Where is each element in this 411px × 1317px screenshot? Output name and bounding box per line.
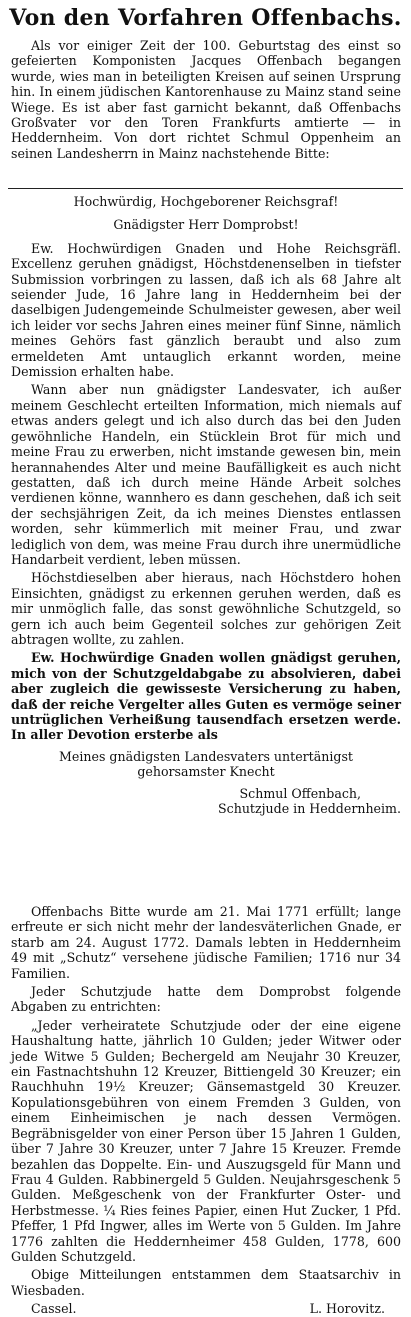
- letter-paragraph-1: Ew. Hochwürdigen Gnaden und Hohe Reichsgräfl. Excellenz geruhen gnädigst, Höchstdenenselben in tiefster Submission vorbringen zu lassen, daß ich als 68 Jahre alt seiender Jude, 16 Jahre lang in Heddernheim bei der daselbigen Judengemeinde Schulmeister gewesen, aber weil ich leider vor sechs Jahren eines meiner fünf Sinne, nämlich meines Gehörs fast gänzlich beraubt und also zum ermeldeten Amt untauglich erkannt worden, meine Demission erhalten habe.: [11, 240, 401, 380]
- letter-section: [11, 194, 401, 819]
- letter-signature-name: Schmul Offenbach,: [239, 785, 361, 801]
- letter-paragraph-4: Ew. Hochwürdige Gnaden wollen gnädigst geruhen, mich von der Schutzgeldabgabe zu absolvieren, dabei aber zugleich die gewisseste Versicherung zu haben, daß der reiche Vergelter alles Guten es vermöge seiner untrüglichen Verheißung tausendfach ersetzen werde. In aller Devotion ersterbe als: [11, 650, 401, 743]
- intro-section: [11, 38, 401, 164]
- letter-signature-title: Schutzjude in Heddernheim.: [218, 801, 401, 817]
- commentary-paragraph-3: „Jeder verheiratete Schutzjude oder der eine eigene Haushaltung hatte, jährlich 10 Gulden; jeder Witwer oder jede Witwe 5 Gulden; Bechergeld am Neujahr 30 Kreuzer, ein Fastnachtshuhn 12 Kreuzer, Bittiengeld 30 Kreuzer; ein Rauchhuhn 19½ Kreuzer; Gänsemastgeld 30 Kreuzer. Kopulationsgebühren von einem Fremden 3 Gulden, von einem Einheimischen je nach dessen Vermögen. Begräbnisgelder von einer Person über 15 Jahren 1 Gulden, über 7 Jahre 30 Kreuzer, unter 7 Jahre 15 Kreuzer. Fremde bezahlen das Doppelte. Ein- und Auszugsgeld für Mann und Frau 4 Gulden. Rabbinergeld 5 Gulden. Neujahrsgeschenk 5 Gulden. Meßgeschenk von der Frankfurter Oster- und Herbstmesse. ¼ Ries feines Papier, einen Hut Zucker, 1 Pfd. Pfeffer, 1 Pfd Ingwer, alles im Werte von 5 Gulden. Im Jahre 1776 zahlten die Heddernheimer 458 Gulden, 1778, 600 Gulden Schutzgeld.: [11, 1017, 401, 1264]
- commentary-section: [11, 904, 401, 1317]
- article-footer: [11, 1301, 401, 1316]
- commentary-paragraph-1: Offenbachs Bitte wurde am 21. Mai 1771 erfüllt; lange erfreute er sich nicht mehr der landesväterlichen Gnade, er starb am 24. August 1772. Damals lebten in Heddernheim 49 mit „Schutz“ versehene jüdische Familien; 1716 nur 34 Familien.: [11, 904, 401, 981]
- divider-top: [8, 188, 403, 189]
- letter-paragraph-2: Wann aber nun gnädigster Landesvater, ich außer meinem Geschlecht erteilten Information, mich niemals auf etwas anders gelegt und ich also durch das bei den Juden gewöhnliche Handeln, ein Stücklein Brot für mich und meine Frau zu erwerben, nicht imstande gewesen bin, mein herannahendes Alter und meine Baufälligkeit es auch nicht gestatten, daß ich durch meine Hände Arbeit solches verdienen könne, wannhero es dann geschehen, daß ich seit der sechsjährigen Zeit, da ich meines Dienstes entlassen worden, sehr kümmerlich mit meiner Frau, und zwar lediglich von dem, was meine Frau durch ihre unermüdliche Handarbeit verdient, leben müssen.: [11, 382, 401, 567]
- intro-paragraph: Als vor einiger Zeit der 100. Geburtstag des einst so gefeierten Komponisten Jacques Offenbach begangen wurde, wies man in beteiligten Kreisen auf seinen Ursprung hin. In einem jüdischen Kantorenhause zu Mainz stand seine Wiege. Es ist aber fast garnicht bekannt, daß Offenbachs Großvater vor den Toren Frankfurts amtierte — in Heddernheim. Von dort richtet Schmul Oppenheim an seinen Landesherrn in Mainz nachstehende Bitte:: [11, 38, 401, 161]
- letter-paragraph-3: Höchstdieselben aber hieraus, nach Höchstdero hohen Einsichten, gnädigst zu erkennen geruhen werden, daß es mir unmöglich falle, das sonst gewöhnliche Schutzgeld, so gern ich auch beim Gegenteil solches zur gehörigen Zeit abtragen wollte, zu zahlen.: [11, 570, 401, 647]
- commentary-paragraph-2: Jeder Schutzjude hatte dem Domprobst folgende Abgaben zu entrichten:: [11, 984, 401, 1015]
- footer-place: Cassel.: [31, 1301, 77, 1317]
- letter-salutation-2: Gnädigster Herr Domprobst!: [113, 217, 299, 233]
- article-headline: Von den Vorfahren Offenbachs.: [9, 5, 402, 31]
- commentary-paragraph-4: Obige Mitteilungen entstammen dem Staatsarchiv in Wiesbaden.: [11, 1267, 401, 1298]
- letter-closing-2: gehorsamster Knecht: [137, 764, 275, 780]
- letter-salutation-1: Hochwürdig, Hochgeborener Reichsgraf!: [73, 194, 339, 209]
- footer-author: L. Horovitz.: [309, 1301, 385, 1317]
- letter-closing-1: Meines gnädigsten Landesvaters untertänigst: [59, 748, 353, 764]
